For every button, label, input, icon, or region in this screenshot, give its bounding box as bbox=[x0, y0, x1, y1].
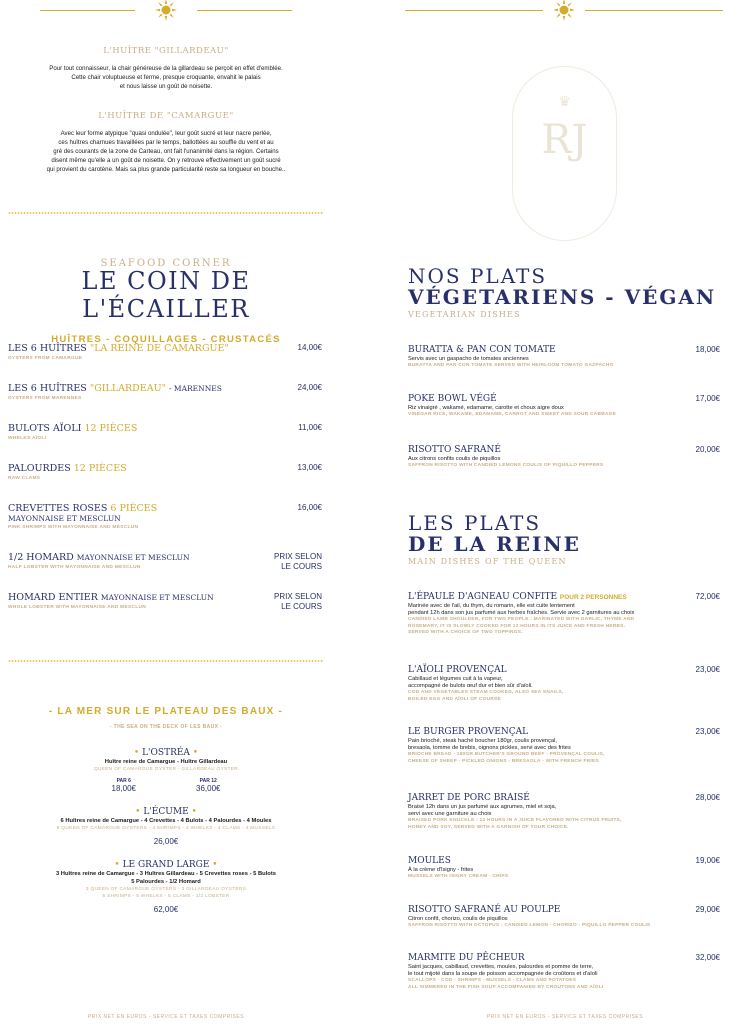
dish-description: bresaola, tomme de brebis, oignons pickles, servi avec des frites bbox=[408, 745, 571, 751]
item-price: PRIX SELON LE COURS bbox=[273, 592, 322, 611]
dish-english: COD AND VEGETABLES STEAM COOKED, ALSO SEA SNAILS, bbox=[408, 690, 564, 695]
plateau-name: • L'OSTRÉA • bbox=[133, 748, 199, 758]
dish-description: Marinée avec de l'ail, du thym, du romarin, elle est cuite lentement bbox=[408, 603, 575, 609]
menu-item bbox=[8, 503, 322, 530]
dish bbox=[408, 727, 720, 765]
menu-item bbox=[8, 552, 322, 570]
dish bbox=[408, 394, 720, 419]
queen-subtitle: MAIN DISHES OF THE QUEEN bbox=[408, 557, 567, 566]
dish-description: accompagné de bulots œuf dur et bien sûr d'aïoli. bbox=[408, 683, 533, 689]
dish bbox=[408, 345, 720, 370]
corner-kicker: SEAFOOD CORNER bbox=[100, 258, 232, 269]
dish-description: Riz vinaigré , wakamé, edamame, carotte et choux aigre doux bbox=[408, 405, 564, 411]
dish-description: Cabillaud et légumes cuit à la vapeur, bbox=[408, 676, 503, 682]
plateau-ecume: • L'ÉCUME • 6 Huîtres reine de Camargue - 4 Crevettes - 4 Bulots - 4 Palourdes - 4 Moules 6 QUEEN OF CAMARGUE OYSTERS - 4 SHRIMPS - 4 WHELKS - 4 CLAMS - 4 MUSSELS 26,00€ bbox=[0, 807, 332, 846]
veg-header bbox=[408, 264, 716, 319]
dish-english: BURATTA AND PAN CON TOMATE SERVED WITH HEIRLOOM TOMATO GAZPACHO bbox=[408, 363, 614, 368]
oyster-title: L'HUÎTRE DE "CAMARGUE" bbox=[98, 111, 234, 121]
veg-title-line2: VÉGETARIENS - VÉGAN bbox=[408, 285, 717, 309]
item-price: 11,00€ bbox=[298, 423, 322, 432]
dish bbox=[408, 793, 720, 831]
dish-english: CHEESE OF SHEEP - PICKLED ONIONS - BRESAOLA - WITH FRENCH FRIES bbox=[408, 758, 599, 764]
item-name: LES 6 HUÎTRES "GILLARDEAU" - MARENNES bbox=[8, 383, 222, 394]
dish-name: L'ÉPAULE D'AGNEAU CONFITE POUR 2 PERSONNES bbox=[408, 592, 627, 602]
dish-description: Braisé 12h dans un jus parfumé aux agrumes, miel et soja, bbox=[408, 804, 557, 810]
dish bbox=[408, 445, 720, 470]
dish-description: pendant 12h dans son jus parfumé aux herbes fraîches. Servie avec 2 garnitures au choix bbox=[408, 610, 635, 616]
dish-english: BOILED EGG AND AÏOLI OF COURSE bbox=[408, 696, 501, 702]
menu-item bbox=[8, 423, 322, 441]
item-english: RAW CLAMS bbox=[8, 476, 41, 481]
plateau-name: • L'ÉCUME • bbox=[135, 807, 197, 817]
dish-description: servi avec une garniture au choix bbox=[408, 811, 492, 817]
item-price: 14,00€ bbox=[297, 343, 322, 352]
queen-title-line2: DE LA REINE bbox=[408, 532, 581, 556]
item-name: HOMARD ENTIER MAYONNAISE ET MESCLUN bbox=[8, 592, 214, 603]
dish-english: SAFFRON RISOTTO WITH OCTOPUS - CANDIED LEMON - CHORIZO - PIQUILLO PEPPER COULIS bbox=[408, 923, 651, 928]
option-par-12: PAR 12 36,00€ bbox=[196, 778, 221, 793]
plateau-subtitle: - THE SEA ON THE DECK OF LES BAUX - bbox=[109, 724, 223, 730]
left-page bbox=[0, 0, 332, 1024]
dish-price: 28,00€ bbox=[695, 793, 720, 802]
dish-name: POKE BOWL VÉGÉ bbox=[408, 394, 497, 404]
item-name: BULOTS AÏOLI 12 PIÈCES bbox=[8, 423, 138, 434]
dish-name: BURATTA & PAN CON TOMATE bbox=[408, 345, 556, 355]
oyster-title: L'HUÎTRE "GILLARDEAU" bbox=[103, 46, 229, 56]
top-ornament bbox=[0, 0, 332, 22]
plateau-section bbox=[0, 706, 332, 914]
dish-name: MARMITE DU PÊCHEUR bbox=[408, 953, 525, 963]
restaurant-logo bbox=[512, 66, 617, 241]
item-price: 16,00€ bbox=[297, 503, 322, 512]
item-name: 1/2 HOMARD MAYONNAISE ET MESCLUN bbox=[8, 552, 190, 563]
dish-name: LE BURGER PROVENÇAL bbox=[408, 727, 529, 737]
dish-english: HONEY AND SOY, SERVED WITH A GARNISH OF YOUR CHOICE. bbox=[408, 824, 569, 830]
dish-description: Citron confit, chorizo, coulis de piquillos bbox=[408, 916, 508, 922]
footnote: PRIX NET EN EUROS - SERVICE ET TAXES COMPRISES bbox=[87, 1014, 245, 1020]
top-ornament bbox=[400, 0, 730, 22]
menu-item bbox=[8, 383, 322, 401]
dish-english: SCALLOPS - COD - SHRIMPS - MUSSELS - CLAMS AND POTATOES bbox=[408, 978, 577, 983]
corner-title: LE COIN DE L'ÉCAILLER bbox=[81, 267, 251, 323]
crown-icon: ♛ bbox=[558, 93, 571, 109]
dish bbox=[408, 665, 720, 703]
dish-description: Aux citrons confits coulis de piquillos bbox=[408, 456, 501, 462]
oyster-gillardeau bbox=[0, 46, 332, 91]
dotted-divider bbox=[8, 211, 324, 215]
dish bbox=[408, 856, 720, 881]
oyster-description: Avec leur forme atypique "quasi ondulée", leur goût sucré et leur nacre perlée, ces huîtres charnues travaillées par le temps, ballottées au souffle du vent et au gré des courants de la zone de Carteau, ont fait l'unanimité dans la région. Certains disent même qu'elle a un goût de noisette. On y retrouve effectivement un goût sucré qui provient du carotène. Mais sa plus grande particularité reste sa longueur en bouche.. bbox=[46, 130, 286, 173]
dish-price: 18,00€ bbox=[695, 345, 720, 354]
corner-category: HUÎTRES - COQUILLAGES - CRUSTACÉS bbox=[51, 334, 281, 345]
dish-english: VINEGAR RICE, WAKAME, EDAMAME, CARROT AND SWEET AND SOUR CABBAGE bbox=[408, 412, 617, 417]
menu-item bbox=[8, 592, 322, 610]
item-name: PALOURDES 12 PIÈCES bbox=[8, 463, 127, 474]
dish-english: BRIOCHE BREAD - 180GR BUTCHER'S GROUND BEEF - PROVENÇAL COULIS, bbox=[408, 752, 605, 757]
dish-price: 20,00€ bbox=[695, 445, 720, 454]
dish-tag: POUR 2 PERSONNES bbox=[559, 594, 627, 601]
dish-price: 23,00€ bbox=[695, 665, 720, 674]
dish-english: BRAISED PORK KNUCKLE : 12 HOURS IN A JUICE FLAVORED WITH CITRUS FRUITS, bbox=[408, 818, 622, 823]
dish-name: RISOTTO SAFRANÉ AU POULPE bbox=[408, 905, 561, 915]
sun-icon bbox=[155, 0, 177, 21]
dish-name: RISOTTO SAFRANÉ bbox=[408, 445, 501, 455]
queen-header bbox=[408, 511, 581, 566]
dish-english: SAFFRON RISOTTO WITH CANDIED LEMONS COULIS OF PIQUILLO PEPPERS bbox=[408, 463, 604, 468]
footnote: PRIX NET EN EUROS - SERVICE ET TAXES COMPRISES bbox=[486, 1014, 644, 1020]
dish-price: 32,00€ bbox=[695, 953, 720, 962]
dish-description: le tout mijoté dans la soupe de poisson accompagnée de croûtons et d'aïoli bbox=[408, 971, 598, 977]
item-price: 24,00€ bbox=[297, 383, 322, 392]
item-english: OYSTERS FROM MARENNES bbox=[8, 396, 82, 401]
menu-item bbox=[8, 343, 322, 361]
veg-subtitle: VEGETARIAN DISHES bbox=[408, 310, 521, 319]
item-english: WHOLE LOBSTER WITH MAYONNAISE AND MESCLUN bbox=[8, 605, 146, 610]
item-price: PRIX SELON LE COURS bbox=[273, 552, 322, 571]
dish-english: ROSEMARY, IT IS SLOWLY COOKED FOR 12 HOURS IN ITS JUICE AND FRESH HERBS. bbox=[408, 623, 626, 629]
dish-description: Servis avec un gaspacho de tomates anciennes bbox=[408, 356, 529, 362]
item-english: PINK SHRIMPS WITH MAYONNAISE AND MESCLUN bbox=[8, 525, 139, 530]
corner-header bbox=[0, 258, 332, 345]
dish-description: À la crème d'Isigny - frites bbox=[408, 867, 474, 873]
item-english: WHELKS AÏOLI bbox=[8, 436, 47, 441]
item-name: CREVETTES ROSES 6 PIÈCES bbox=[8, 503, 158, 514]
dish-english: ALL SIMMERED IN THE FISH SOUP ACCOMPANIED BY CROUTONS AND AÏOLI bbox=[408, 984, 604, 990]
dish-price: 17,00€ bbox=[695, 394, 720, 403]
item-english: OYSTERS FROM CAMARGUE bbox=[8, 356, 83, 361]
dish-english: CANDIED LAMB SHOULDER, FOR TWO PEOPLE : MARINATED WITH GARLIC, THYME AND bbox=[408, 617, 635, 622]
item-english: HALF LOBSTER WITH MAYONNAISE AND MESCLUN bbox=[8, 565, 141, 570]
dish-english: SERVED WITH A CHOICE OF TWO TOPPINGS. bbox=[408, 630, 523, 635]
dish-price: 72,00€ bbox=[695, 592, 720, 601]
sun-icon bbox=[553, 0, 575, 21]
dish bbox=[408, 953, 720, 991]
dish bbox=[408, 905, 720, 930]
dish-price: 23,00€ bbox=[695, 727, 720, 736]
oyster-description: Pour tout connaisseur, la chair généreuse de la gillardeau se perçoit en effet d'emblée. Cette chair voluptueuse et ferme, presque croquante, envahit le palais et nous laisse un goût de noisette. bbox=[49, 65, 283, 90]
right-page bbox=[400, 0, 730, 1024]
menu-item bbox=[8, 463, 322, 481]
option-par-6: PAR 6 18,00€ bbox=[111, 778, 136, 793]
dish-price: 29,00€ bbox=[695, 905, 720, 914]
dish-description: Pain brioché, steak haché boucher 180gr, coulis provençal, bbox=[408, 738, 557, 744]
plateau-title: - LA MER SUR LE PLATEAU DES BAUX - bbox=[48, 706, 284, 717]
dish-price: 19,00€ bbox=[695, 856, 720, 865]
dish-english: MUSSELS WITH ISIGNY CREAM - CHIPS bbox=[408, 874, 509, 879]
item-name: LES 6 HUÎTRES "LA REINE DE CAMARGUE" bbox=[8, 343, 229, 354]
item-subline: MAYONNAISE ET MESCLUN bbox=[8, 514, 121, 523]
dish bbox=[408, 592, 720, 637]
item-price: 13,00€ bbox=[297, 463, 322, 472]
dish-name: MOULES bbox=[408, 856, 451, 866]
plateau-ostrea: • L'OSTRÉA • Huître reine de Camargue - Huître Gillardeau QUEEN OF CAMARGUE OYSTER - GILLARDEAU OYSTER PAR 6 18,00€ PAR 12 36,00€ bbox=[0, 748, 332, 793]
plateau-name: • LE GRAND LARGE • bbox=[114, 860, 218, 870]
dish-name: JARRET DE PORC BRAISÉ bbox=[408, 793, 530, 803]
plateau-grand-large: • LE GRAND LARGE • 3 Huîtres reine de Camargue - 3 Huîtres Gillardeau - 5 Crevettes roses - 5 Bulots 5 Palourdes - 1/2 Homard 3 QUEEN OF CAMARGUE OYSTERS - 3 GILLARDEAU OYSTERS 5 SHRIMPS - 5 WHELKS - 5 CLAMS - 1/2 LOBSTER 62,00€ bbox=[0, 860, 332, 914]
dotted-divider bbox=[8, 659, 324, 663]
plateau-options bbox=[0, 778, 332, 793]
logo-monogram: RJ bbox=[541, 117, 588, 163]
dish-description: Saint jacques, cabillaud, crevettes, moules, palourdes et pomme de terre, bbox=[408, 964, 594, 970]
oyster-camargue bbox=[0, 111, 332, 174]
queen-title-line1: LES PLATS bbox=[408, 511, 542, 535]
veg-title-line1: NOS PLATS bbox=[408, 264, 548, 288]
dish-name: L'AÏOLI PROVENÇAL bbox=[408, 665, 507, 675]
